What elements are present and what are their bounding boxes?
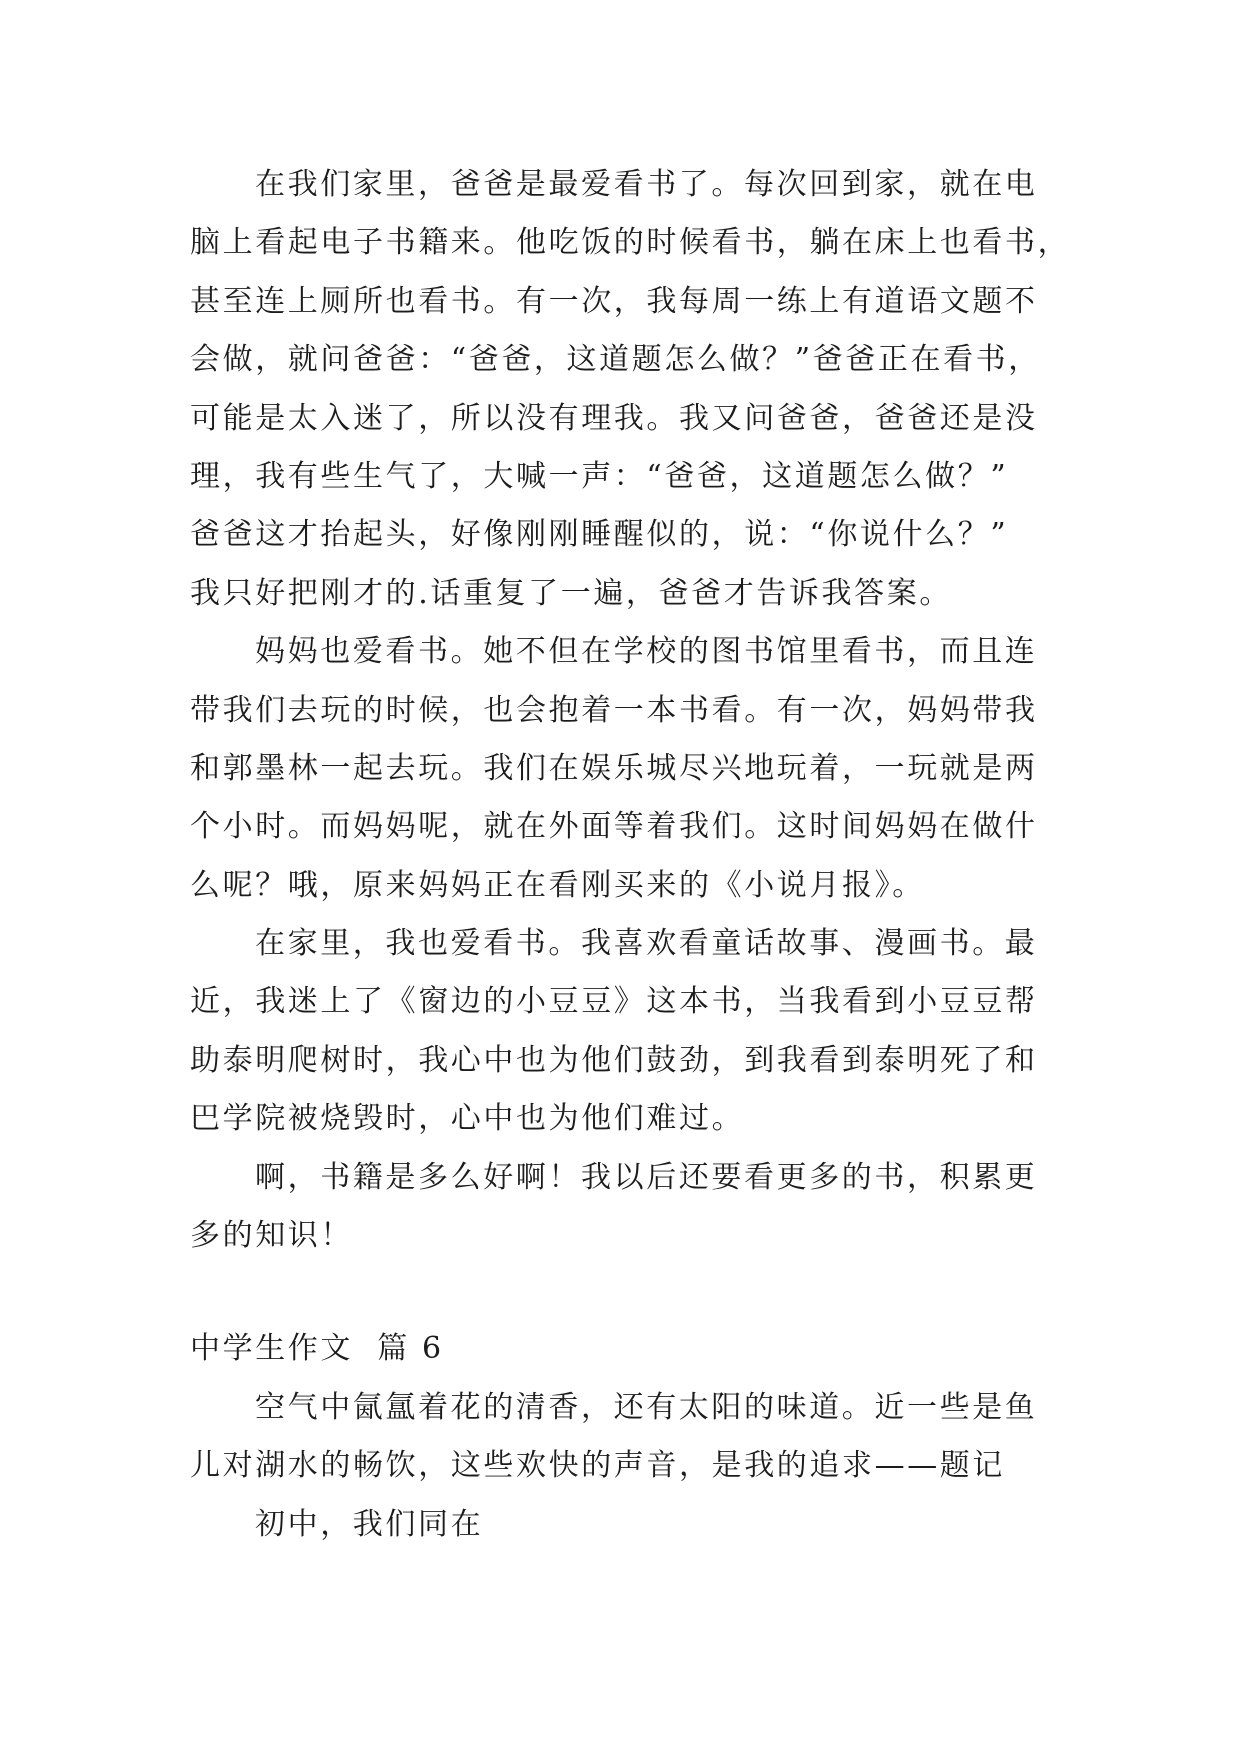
text-line: 我只好把刚才的.话重复了一遍，爸爸才告诉我答案。 bbox=[190, 575, 952, 611]
text-line: 甚至连上厕所也看书。有一次，我每周一练上有道语文题不 bbox=[190, 283, 1038, 319]
section-title: 中学生作文 篇 6 bbox=[190, 1331, 444, 1367]
text-line: 在家里，我也爱看书。我喜欢看童话故事、漫画书。最 bbox=[255, 926, 1038, 962]
paragraph bbox=[190, 1379, 1090, 1496]
text-line: 多的知识！ bbox=[190, 1218, 353, 1254]
text-line: 助泰明爬树时，我心中也为他们鼓劲，到我看到泰明死了和 bbox=[190, 1042, 1038, 1078]
text-line: 妈妈也爱看书。她不但在学校的图书馆里看书，而且连 bbox=[255, 634, 1038, 670]
text-line: 初中，我们同在 bbox=[255, 1506, 484, 1542]
text-line: 和郭墨林一起去玩。我们在娱乐城尽兴地玩着，一玩就是两 bbox=[190, 750, 1038, 786]
document-body bbox=[190, 156, 1090, 1554]
text-line: 可能是太入迷了，所以没有理我。我又问爸爸，爸爸还是没 bbox=[190, 400, 1038, 436]
paragraph bbox=[190, 156, 1090, 623]
text-line: 带我们去玩的时候，也会抱着一本书看。有一次，妈妈带我 bbox=[190, 692, 1038, 728]
text-line: 脑上看起电子书籍来。他吃饭的时候看书，躺在床上也看书， bbox=[190, 225, 1071, 261]
text-line: 近，我迷上了《窗边的小豆豆》这本书，当我看到小豆豆帮 bbox=[190, 984, 1038, 1020]
text-line: 会做，就问爸爸：“爸爸，这道题怎么做？”爸爸正在看书， bbox=[190, 342, 1041, 378]
text-line: 空气中氤氲着花的清香，还有太阳的味道。近一些是鱼 bbox=[255, 1389, 1038, 1425]
text-line: 巴学院被烧毁时，心中也为他们难过。 bbox=[190, 1101, 745, 1137]
text-line: 理，我有些生气了，大喊一声：“爸爸，这道题怎么做？” bbox=[190, 458, 1009, 494]
text-line: 爸爸这才抬起头，好像刚刚睡醒似的，说：“你说什么？” bbox=[190, 517, 1009, 553]
text-line: 么呢？哦，原来妈妈正在看刚买来的《小说月报》。 bbox=[190, 867, 925, 903]
paragraph bbox=[190, 623, 1090, 915]
paragraph bbox=[190, 1496, 1090, 1554]
paragraph bbox=[190, 1149, 1090, 1266]
paragraph bbox=[190, 915, 1090, 1149]
text-line: 个小时。而妈妈呢，就在外面等着我们。这时间妈妈在做什 bbox=[190, 809, 1038, 845]
text-line: 啊，书籍是多么好啊！我以后还要看更多的书，积累更 bbox=[255, 1159, 1038, 1195]
text-line: 儿对湖水的畅饮，这些欢快的声音，是我的追求——题记 bbox=[190, 1448, 1005, 1484]
text-line: 在我们家里，爸爸是最爱看书了。每次回到家，就在电 bbox=[255, 167, 1038, 202]
